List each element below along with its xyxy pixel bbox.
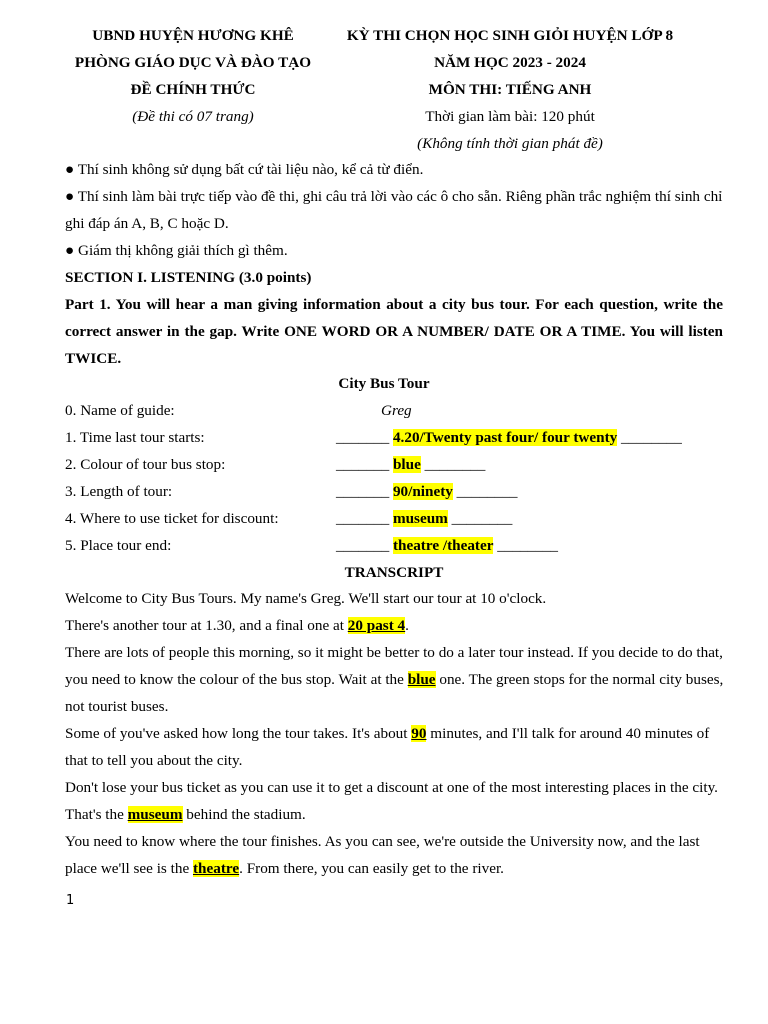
instruction-3: ● Giám thị không giải thích gì thêm. [65,242,288,259]
table-title: City Bus Tour [338,375,430,392]
question-4-label: 4. Where to use ticket for discount: [65,510,279,527]
question-0-label: 0. Name of guide: [65,402,175,419]
blank-line: ________ [617,429,682,446]
page-number: 1 [66,893,75,908]
transcript-line-1: Welcome to City Bus Tours. My name's Greg. We'll start our tour at 10 o'clock. [65,590,547,607]
answer-highlight: theatre /theater [392,537,494,554]
transcript-line-6: Some of you've asked how long the tour takes. It's about 90 minutes, and I'll talk for around 40 minutes of [65,725,710,742]
question-4-answer-line [336,510,512,528]
transcript-line-11: place we'll see is the theatre. From there, you can easily get to the river. [65,860,504,877]
question-3-label: 3. Length of tour: [65,483,173,500]
blank-line: ________ [420,456,486,473]
keyword-highlight: museum [127,806,183,823]
question-3-answer-line [336,483,517,501]
exam-duration: Thời gian làm bài: 120 phút [425,108,595,125]
transcript-line-5: not tourist buses. [65,698,169,715]
school-year: NĂM HỌC 2023 - 2024 [434,54,586,71]
question-2-answer-line [336,456,485,474]
transcript-line-2: There's another tour at 1.30, and a final one at 20 past 4. [65,617,409,634]
official-exam-label: ĐỀ CHÍNH THỨC [130,81,256,98]
transcript-line-7: that to tell you about the city. [65,752,243,769]
transcript-line-8: Don't lose your bus ticket as you can use it to get a discount at one of the most interesting places in the city. [65,779,718,796]
question-2-label: 2. Colour of tour bus stop: [65,456,226,473]
transcript-line-10: You need to know where the tour finishes. As you can see, we're outside the University now, and the last [65,833,700,850]
question-5-answer-line [336,537,558,555]
question-1-answer-line [336,429,682,447]
instruction-2-cont: ghi đáp án A, B, C hoặc D. [65,215,229,232]
blank-line: ________ [447,510,513,527]
blank-line: _______ [336,429,393,446]
exam-subject: MÔN THI: TIẾNG ANH [428,81,592,98]
transcript-line-9: That's the museum behind the stadium. [65,806,306,823]
exam-title: KỲ THI CHỌN HỌC SINH GIỎI HUYỆN LỚP 8 [346,27,674,44]
blank-line: _______ [336,483,393,500]
answer-highlight: 90/ninety [392,483,453,500]
keyword-highlight: 90 [411,725,427,742]
instruction-1: ● Thí sinh không sử dụng bất cứ tài liệu nào, kể cả từ điển. [65,161,424,178]
blank-line: _______ [336,510,393,527]
blank-line: _______ [336,456,393,473]
answer-highlight: blue [392,456,421,473]
question-1-label: 1. Time last tour starts: [65,429,205,446]
keyword-highlight: theatre [192,860,240,877]
duration-note: (Không tính thời gian phát đề) [417,135,603,152]
answer-highlight: museum [392,510,448,527]
question-0-answer: Greg [381,402,412,419]
blank-line: _______ [336,537,393,554]
transcript-line-3: There are lots of people this morning, so it might be better to do a later tour instead. If you decide to do that, [65,644,723,661]
transcript-title: TRANSCRIPT [344,564,444,581]
transcript-line-4: you need to know the colour of the bus stop. Wait at the blue one. The green stops for the normal city buses, [65,671,724,688]
question-5-label: 5. Place tour end: [65,537,172,554]
part1-instructions: Part 1. You will hear a man giving information about a city bus tour. For each question, write the correct answer in the gap. Write ONE WORD OR A NUMBER/ DATE OR A TIME. You will listen TWICE. [65,296,723,367]
keyword-highlight: blue [407,671,436,688]
instruction-2: ● Thí sinh làm bài trực tiếp vào đề thi, ghi câu trả lời vào các ô cho sẵn. Riêng phần trắc nghiệm thí sinh chỉ [65,188,723,205]
district-committee: UBND HUYỆN HƯƠNG KHÊ [92,27,294,44]
blank-line: ________ [452,483,518,500]
page-count-note: (Đề thi có 07 trang) [132,108,254,125]
section-title: SECTION I. LISTENING (3.0 points) [65,269,312,286]
blank-line: ________ [493,537,558,554]
education-department: PHÒNG GIÁO DỤC VÀ ĐÀO TẠO [74,54,312,71]
keyword-highlight: 20 past 4 [347,617,406,634]
answer-highlight: 4.20/Twenty past four/ four twenty [392,429,618,446]
